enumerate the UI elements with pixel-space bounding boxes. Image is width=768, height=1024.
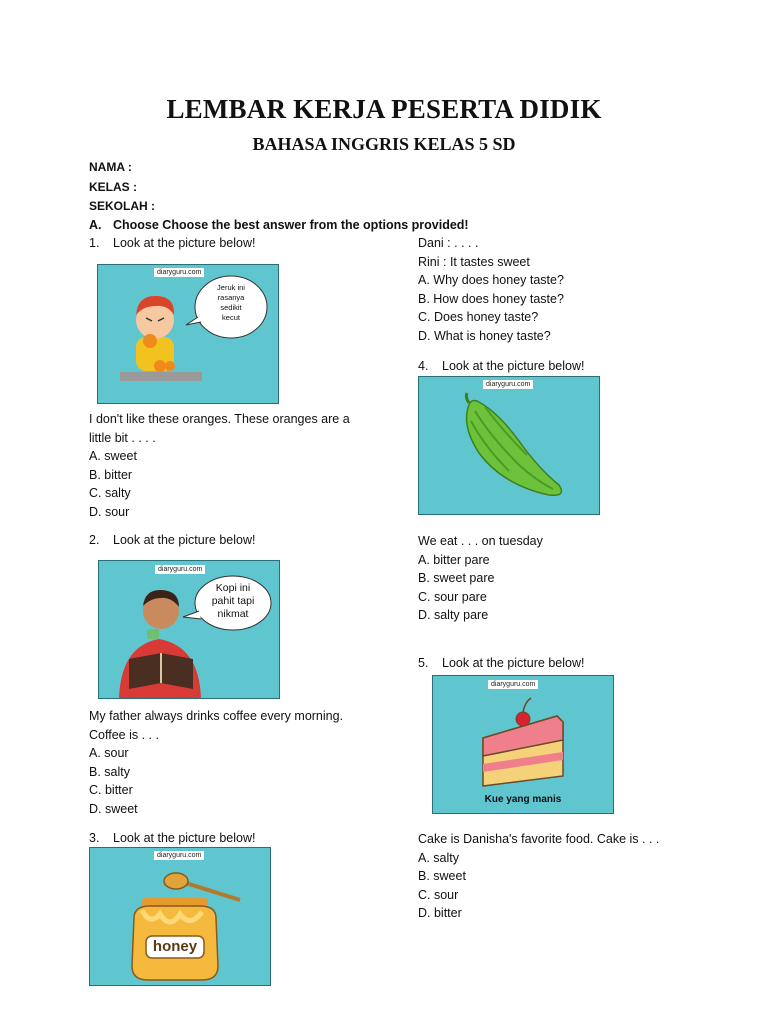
orange-fruit — [165, 361, 175, 371]
gourd-stem — [466, 393, 469, 403]
dialog-line: Rini : It tastes sweet — [418, 254, 530, 269]
answer-option-d: D. What is honey taste? — [418, 328, 551, 343]
question-1-heading — [89, 236, 255, 250]
section-instruction — [89, 218, 469, 232]
answer-option-c: C. Does honey taste? — [418, 310, 539, 325]
question-number: 1. — [89, 236, 100, 250]
watermark: diaryguru.com — [483, 380, 533, 389]
answer-option-b: B. salty — [89, 764, 130, 779]
honey-dipper — [164, 873, 188, 889]
answer-option-c: C. sour pare — [418, 589, 487, 604]
question-4-heading — [418, 359, 584, 373]
question-number: 5. — [418, 656, 429, 670]
table-shape — [120, 372, 202, 381]
watermark: diaryguru.com — [155, 565, 205, 574]
answer-option-b: B. sweet pare — [418, 571, 495, 586]
question-3-picture — [89, 847, 271, 986]
class-field-label: KELAS : — [89, 180, 137, 194]
question-2-heading — [89, 533, 255, 547]
answer-option-a: A. bitter pare — [418, 552, 490, 567]
answer-option-c: C. bitter — [89, 783, 133, 798]
answer-option-b: B. bitter — [89, 467, 133, 482]
watermark: diaryguru.com — [154, 851, 204, 860]
bitter-gourd-illustration — [419, 377, 599, 514]
answer-option-a: A. sweet — [89, 449, 137, 464]
question-5-heading — [418, 656, 584, 670]
speech-bubble-text: Jeruk ini rasanya sedikit kecut — [217, 283, 245, 322]
question-1-picture — [97, 264, 279, 404]
answer-option-b: B. How does honey taste? — [418, 291, 564, 306]
question-stem: little bit . . . . — [89, 430, 156, 445]
question-number: 2. — [89, 533, 100, 547]
section-text: Choose Choose the best answer from the options provided! — [113, 218, 469, 232]
answer-option-a: A. salty — [418, 850, 459, 865]
question-1-body — [89, 410, 350, 522]
question-2-body — [89, 707, 343, 819]
school-field-label: SEKOLAH : — [89, 199, 155, 213]
question-prompt: Look at the picture below! — [113, 533, 256, 547]
question-prompt: Look at the picture below! — [113, 236, 256, 250]
answer-option-b: B. sweet — [418, 869, 466, 884]
dialog-line: Dani : . . . . — [418, 236, 479, 250]
page-title: LEMBAR KERJA PESERTA DIDIK — [166, 94, 602, 124]
question-2-picture — [98, 560, 280, 699]
section-letter: A. — [89, 218, 102, 232]
honey-jar-illustration — [90, 848, 270, 985]
page-subtitle: BAHASA INGGRIS KELAS 5 SD — [252, 134, 516, 154]
question-stem: I don't like these oranges. These oranges are a — [89, 412, 350, 426]
question-stem: My father always drinks coffee every morning. — [89, 709, 344, 723]
answer-option-c: C. sour — [418, 887, 459, 902]
speech-bubble-text: Kopi ini pahit tapi nikmat — [211, 582, 255, 620]
answer-option-d: D. sweet — [89, 801, 138, 816]
question-5-body — [418, 830, 659, 923]
orange-fruit — [143, 334, 157, 348]
orange-fruit — [154, 360, 166, 372]
picture-caption: Kue yang manis — [484, 794, 562, 805]
cake-slice-illustration — [433, 676, 613, 813]
answer-option-a: A. Why does honey taste? — [418, 273, 564, 288]
name-field-label: NAMA : — [89, 160, 132, 174]
watermark: diaryguru.com — [154, 268, 204, 277]
question-4-body — [418, 532, 543, 625]
question-3-body — [418, 234, 564, 346]
question-stem: We eat . . . on tuesday — [418, 534, 543, 548]
answer-option-d: D. salty pare — [418, 608, 489, 623]
question-stem: Cake is Danisha's favorite food. Cake is . . . — [418, 832, 660, 846]
question-prompt: Look at the picture below! — [113, 831, 256, 845]
question-number: 3. — [89, 831, 100, 845]
question-5-picture — [432, 675, 614, 814]
answer-option-d: D. bitter — [418, 906, 462, 921]
question-number: 4. — [418, 359, 429, 373]
gourd-body — [467, 401, 562, 496]
cherry — [516, 712, 530, 726]
question-4-picture — [418, 376, 600, 515]
question-3-heading — [89, 831, 255, 845]
jar-label-text: honey — [152, 938, 198, 955]
coffee-cup — [147, 629, 159, 639]
answer-option-a: A. sour — [89, 746, 129, 761]
answer-option-c: C. salty — [89, 486, 131, 501]
question-prompt: Look at the picture below! — [442, 656, 585, 670]
question-prompt: Look at the picture below! — [442, 359, 585, 373]
cherry-stem — [523, 698, 531, 712]
watermark: diaryguru.com — [488, 680, 538, 689]
question-stem: Coffee is . . . — [89, 727, 159, 742]
answer-option-d: D. sour — [89, 504, 130, 519]
